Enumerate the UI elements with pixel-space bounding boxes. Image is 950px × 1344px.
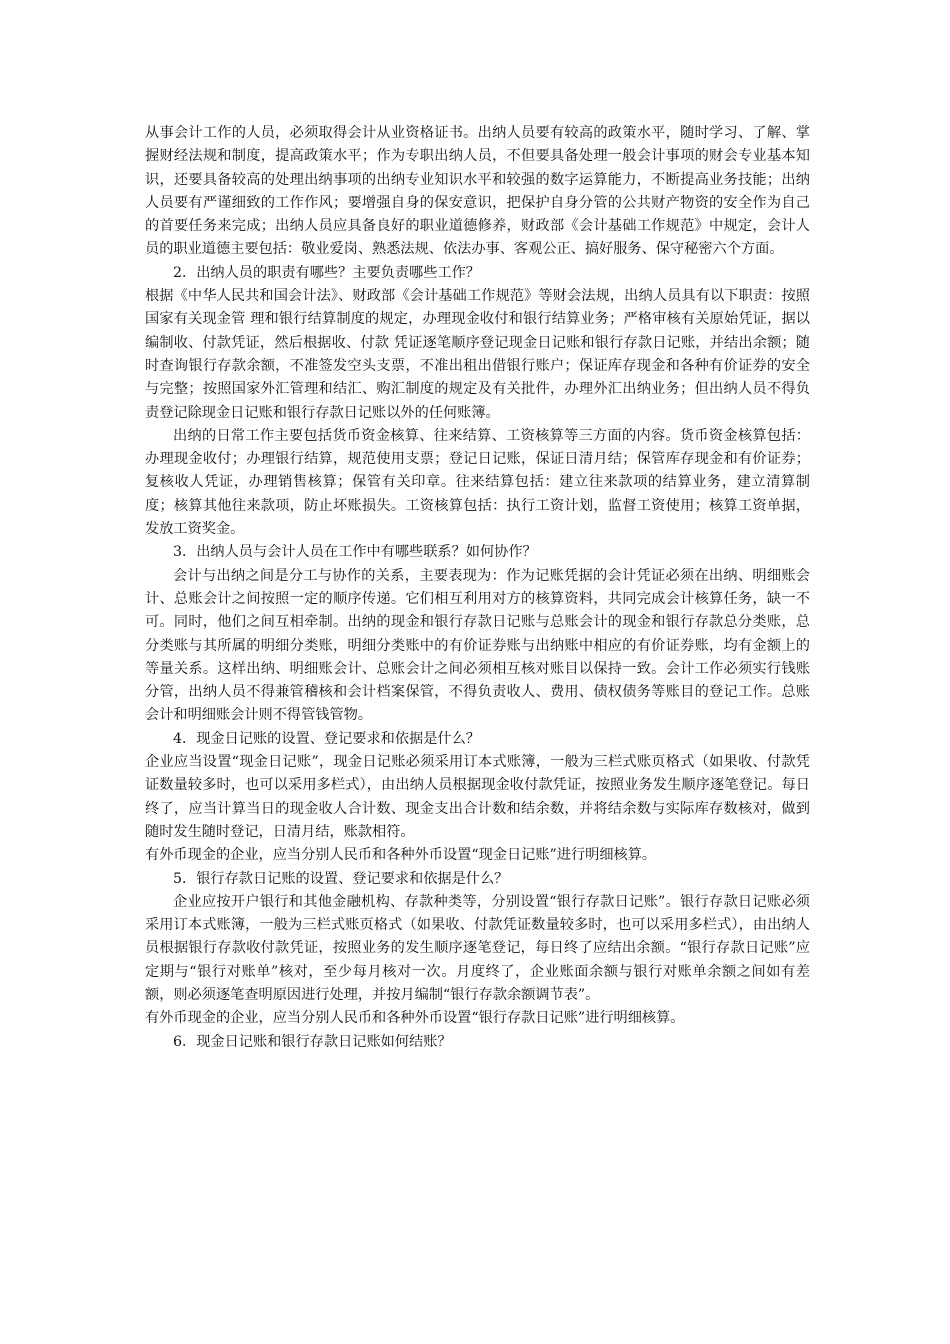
paragraph-qualifications: 从事会计工作的人员，必须取得会计从业资格证书。出纳人员要有较高的政策水平，随时学习、了解、掌握财经法规和制度，提高政策水平；作为专职出纳人员，不但要具备处理一般会计事项的财会专业基本知识，还要具备较高的处理出纳事项的出纳专业知识水平和较强的数字运算能力，不断提高业务技能；出纳人员要有严谨细致的工作作风；要增强自身的保安意识，把保护自身分管的公共财产物资的安全作为自己的首要任务来完成；出纳人员应具备良好的职业道德修养，财政部《会计基础工作规范》中规定，会计人员的职业道德主要包括：敬业爱岗、熟悉法规、依法办事、客观公正、搞好服务、保守秘密六个方面。 [145, 125, 810, 258]
document-page [145, 122, 810, 1054]
heading-question-6: 6．现金日记账和银行存款日记账如何结账？ [173, 1033, 452, 1050]
paragraph-duties: 根据《中华人民共和国会计法》、财政部《会计基础工作规范》等财会法规，出纳人员具有以下职责：按照国家有关现金管 理和银行结算制度的规定，办理现金收付和银行结算业务；严格审核有关原始凭证，据以编制收、付款凭证，然后根据收、付款 凭证逐笔顺序登记现金日记账和银行存款日记账，并结出余额；随时查询银行存款余额，不准签发空头支票，不准出租出借银行账户；保证库存现金和各种有价证券的安全与完整；按照国家外汇管理和结汇、购汇制度的规定及有关批件，办理外汇出纳业务；但出纳人员不得负责登记除现金日记账和银行存款日记账以外的任何账簿。 [145, 288, 810, 421]
paragraph-cash-foreign: 有外币现金的企业，应当分别人民币和各种外币设置“现金日记账”进行明细核算。 [145, 847, 657, 864]
paragraph-bank-foreign: 有外币现金的企业，应当分别人民币和各种外币设置“银行存款日记账”进行明细核算。 [145, 1010, 685, 1027]
paragraph-cooperation: 会计与出纳之间是分工与协作的关系，主要表现为：作为记账凭据的会计凭证必须在出纳、明细账会计、总账会计之间按照一定的顺序传递。它们相互利用对方的核算资料，共同完成会计核算任务，缺一不可。同时，他们之间互相牵制。出纳的现金和银行存款日记账与总账会计的现金和银行存款总分类账，总分类账与其所属的明细分类账，明细分类账中的有价证券账与出纳账中相应的有价证券账，均有金额上的等量关系。这样出纳、明细账会计、总账会计之间必须相互核对账目以保持一致。会计工作必须实行钱账分管，出纳人员不得兼管稽核和会计档案保管，不得负责收人、费用、债权债务等账目的登记工作。总账会计和明细账会计则不得管钱管物。 [145, 567, 810, 724]
heading-question-3: 3．出纳人员与会计人员在工作中有哪些联系？如何协作？ [173, 544, 537, 561]
heading-question-4: 4．现金日记账的设置、登记要求和依据是什么？ [173, 730, 480, 747]
paragraph-bank-journal: 企业应按开户银行和其他金融机构、存款种类等，分别设置“银行存款日记账”。银行存款日记账必须采用订本式账簿，一般为三栏式账页格式（如果收、付款凭证数量较多时，也可以采用多栏式），由出纳人员根据银行存款收付款凭证，按照业务的发生顺序逐笔登记，每日终了应结出余额。“银行存款日记账”应定期与“银行对账单”核对，至少每月核对一次。月度终了，企业账面余额与银行对账单余额之间如有差额，则必须逐笔查明原因进行处理，并按月编制“银行存款余额调节表”。 [145, 893, 810, 1003]
heading-question-5: 5．银行存款日记账的设置、登记要求和依据是什么？ [173, 870, 509, 887]
paragraph-daily-work: 出纳的日常工作主要包括货币资金核算、往来结算、工资核算等三方面的内容。货币资金核算包括：办理现金收付；办理银行结算，规范使用支票；登记日记账，保证日清月结；保管库存现金和有价证券；复核收人凭证，办理销售核算；保管有关印章。往来结算包括：建立往来款项的结算业务，建立清算制度；核算其他往来款项，防止坏账损失。工资核算包括：执行工资计划，监督工资使用；核算工资单据，发放工资奖金。 [145, 427, 810, 538]
paragraph-cash-journal: 企业应当设置“现金日记账”，现金日记账必须采用订本式账簿，一般为三栏式账页格式（如果收、付款凭证数量较多时，也可以采用多栏式），由出纳人员根据现金收付款凭证，按照业务发生顺序逐笔登记。每日终了，应当计算当日的现金收人合计数、现金支出合计数和结余数，并将结余数与实际库存数核对，做到随时发生随时登记，日清月结，账款相符。 [145, 754, 810, 840]
heading-question-2: 2．出纳人员的职责有哪些？主要负责哪些工作？ [173, 264, 480, 281]
